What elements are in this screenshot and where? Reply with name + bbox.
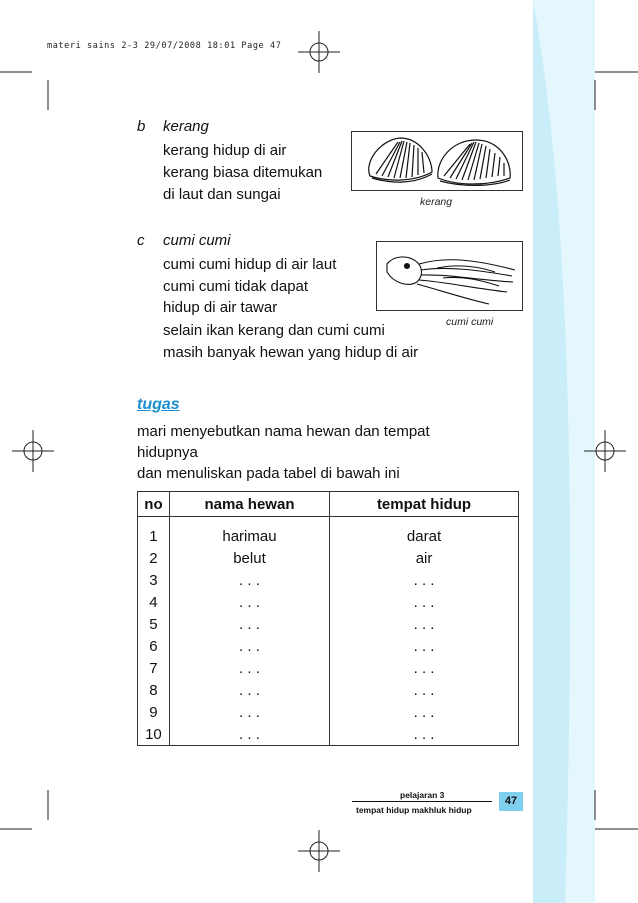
habitat: . . . bbox=[413, 703, 435, 721]
table-row bbox=[138, 591, 518, 613]
animal-name: . . . bbox=[169, 635, 329, 657]
item-b-line-1: kerang hidup di air bbox=[163, 142, 287, 159]
squid-figure-box bbox=[376, 241, 523, 311]
row-number: 4 bbox=[138, 591, 169, 613]
shell-caption: kerang bbox=[420, 196, 453, 208]
shell-illustration-icon bbox=[352, 132, 522, 190]
habitat: . . . bbox=[413, 637, 435, 655]
animal-habitat-table bbox=[137, 491, 519, 746]
item-b-line-3: di laut dan sungai bbox=[163, 186, 281, 203]
table-row bbox=[138, 701, 518, 723]
table-row bbox=[138, 657, 518, 679]
item-c-title: cumi cumi bbox=[163, 232, 231, 249]
spacer-cell bbox=[330, 517, 518, 526]
item-c-line-3: hidup di air tawar bbox=[163, 299, 278, 316]
row-number: 10 bbox=[138, 723, 169, 745]
habitat: . . . bbox=[413, 725, 435, 743]
row-number: 6 bbox=[138, 635, 169, 657]
habitat: . . . bbox=[413, 571, 435, 589]
table-row bbox=[138, 569, 518, 591]
squid-caption: cumi cumi bbox=[446, 316, 494, 328]
item-c-line-2: cumi cumi tidak dapat bbox=[163, 278, 309, 295]
item-c-letter: c bbox=[137, 232, 145, 249]
row-number: 5 bbox=[138, 613, 169, 635]
shell-figure-box bbox=[351, 131, 523, 191]
table-row bbox=[138, 613, 518, 635]
animal-name: . . . bbox=[169, 591, 329, 613]
table-row bbox=[138, 723, 518, 745]
habitat: . . . bbox=[413, 593, 435, 611]
item-b-letter: b bbox=[137, 118, 146, 135]
table-header-row bbox=[138, 492, 518, 517]
task-instruction-line-2: hidupnya bbox=[137, 444, 198, 461]
footer-chapter: pelajaran 3 bbox=[400, 790, 445, 800]
table-row bbox=[138, 547, 518, 569]
item-b-line-2: kerang biasa ditemukan bbox=[163, 164, 323, 181]
spacer-cell bbox=[169, 517, 329, 526]
habitat: air bbox=[415, 549, 433, 567]
habitat: . . . bbox=[413, 659, 435, 677]
footer-topic: tempat hidup makhluk hidup bbox=[356, 805, 472, 815]
task-instruction-line-3: dan menuliskan pada tabel di bawah ini bbox=[137, 465, 400, 482]
animal-name: . . . bbox=[169, 569, 329, 591]
row-number: 8 bbox=[138, 679, 169, 701]
row-number: 9 bbox=[138, 701, 169, 723]
item-c-line-4: selain ikan kerang dan cumi cumi bbox=[163, 322, 385, 339]
task-heading: tugas bbox=[137, 396, 180, 413]
habitat: . . . bbox=[413, 615, 435, 633]
habitat: darat bbox=[406, 527, 442, 545]
animal-name: . . . bbox=[169, 679, 329, 701]
table-row bbox=[138, 635, 518, 657]
animal-name: . . . bbox=[169, 657, 329, 679]
row-number: 7 bbox=[138, 657, 169, 679]
table-row bbox=[138, 525, 518, 547]
item-c-line-5: masih banyak hewan yang hidup di air bbox=[163, 344, 419, 361]
row-number: 2 bbox=[138, 547, 169, 569]
printer-slug-line: materi sains 2-3 29/07/2008 18:01 Page 47 bbox=[47, 41, 282, 51]
row-number: 3 bbox=[138, 569, 169, 591]
spacer-cell bbox=[138, 517, 169, 526]
animal-name: . . . bbox=[169, 701, 329, 723]
header-no: no bbox=[138, 492, 169, 517]
table-row bbox=[138, 679, 518, 701]
squid-illustration-icon bbox=[377, 242, 522, 310]
habitat: . . . bbox=[413, 681, 435, 699]
header-animal-name: nama hewan bbox=[169, 492, 329, 517]
animal-name: belut bbox=[169, 547, 329, 569]
animal-name: . . . bbox=[169, 613, 329, 635]
task-instruction-line-1: mari menyebutkan nama hewan dan tempat bbox=[137, 423, 430, 440]
header-habitat: tempat hidup bbox=[330, 492, 518, 517]
footer-divider bbox=[352, 801, 492, 802]
animal-name: harimau bbox=[169, 525, 329, 547]
page-number-badge: 47 bbox=[499, 792, 523, 811]
table-grid bbox=[138, 492, 518, 745]
animal-name: . . . bbox=[169, 723, 329, 745]
item-c-line-1: cumi cumi hidup di air laut bbox=[163, 256, 337, 273]
row-number: 1 bbox=[138, 525, 169, 547]
item-b-title: kerang bbox=[163, 118, 209, 135]
